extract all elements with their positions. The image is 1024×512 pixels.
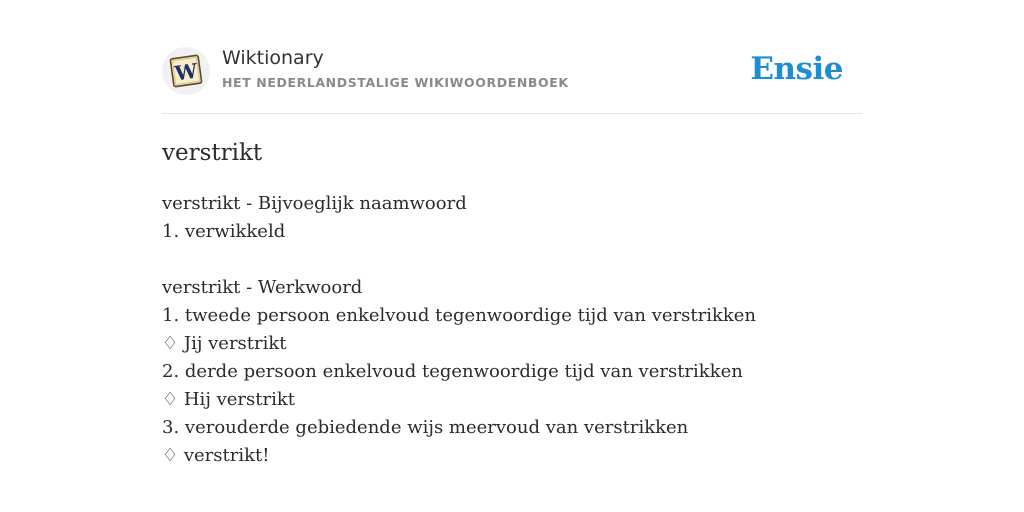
entry-heading: verstrikt - Bijvoeglijk naamwoord [162,193,467,214]
definition-entries [162,190,862,470]
entry-heading: verstrikt - Werkwoord [162,277,363,298]
logo-tile-icon [166,51,206,91]
definition-line: 1. tweede persoon enkelvoud tegenwoordige tijd van verstrikken [162,305,757,326]
page-title: verstrikt [162,140,263,166]
example-line: ♢ verstrikt! [162,445,270,466]
logo-letter: W [173,58,199,86]
definition-line: 3. verouderde gebiedende wijs meervoud van verstrikken [162,417,689,438]
page [162,0,862,466]
example-line: ♢ Hij verstrikt [162,389,296,410]
site-tagline: HET NEDERLANDSTALIGE WIKIWOORDENBOEK [222,75,569,90]
wiktionary-logo-icon[interactable] [162,47,210,95]
ensie-brand-link[interactable]: Ensie [750,51,843,87]
example-line: ♢ Jij verstrikt [162,333,287,354]
definition-line: 1. verwikkeld [162,221,286,242]
definition-line: 2. derde persoon enkelvoud tegenwoordige tijd van verstrikken [162,361,743,382]
site-name[interactable]: Wiktionary [222,47,324,69]
entry-spacer [162,246,862,274]
header [162,0,862,114]
